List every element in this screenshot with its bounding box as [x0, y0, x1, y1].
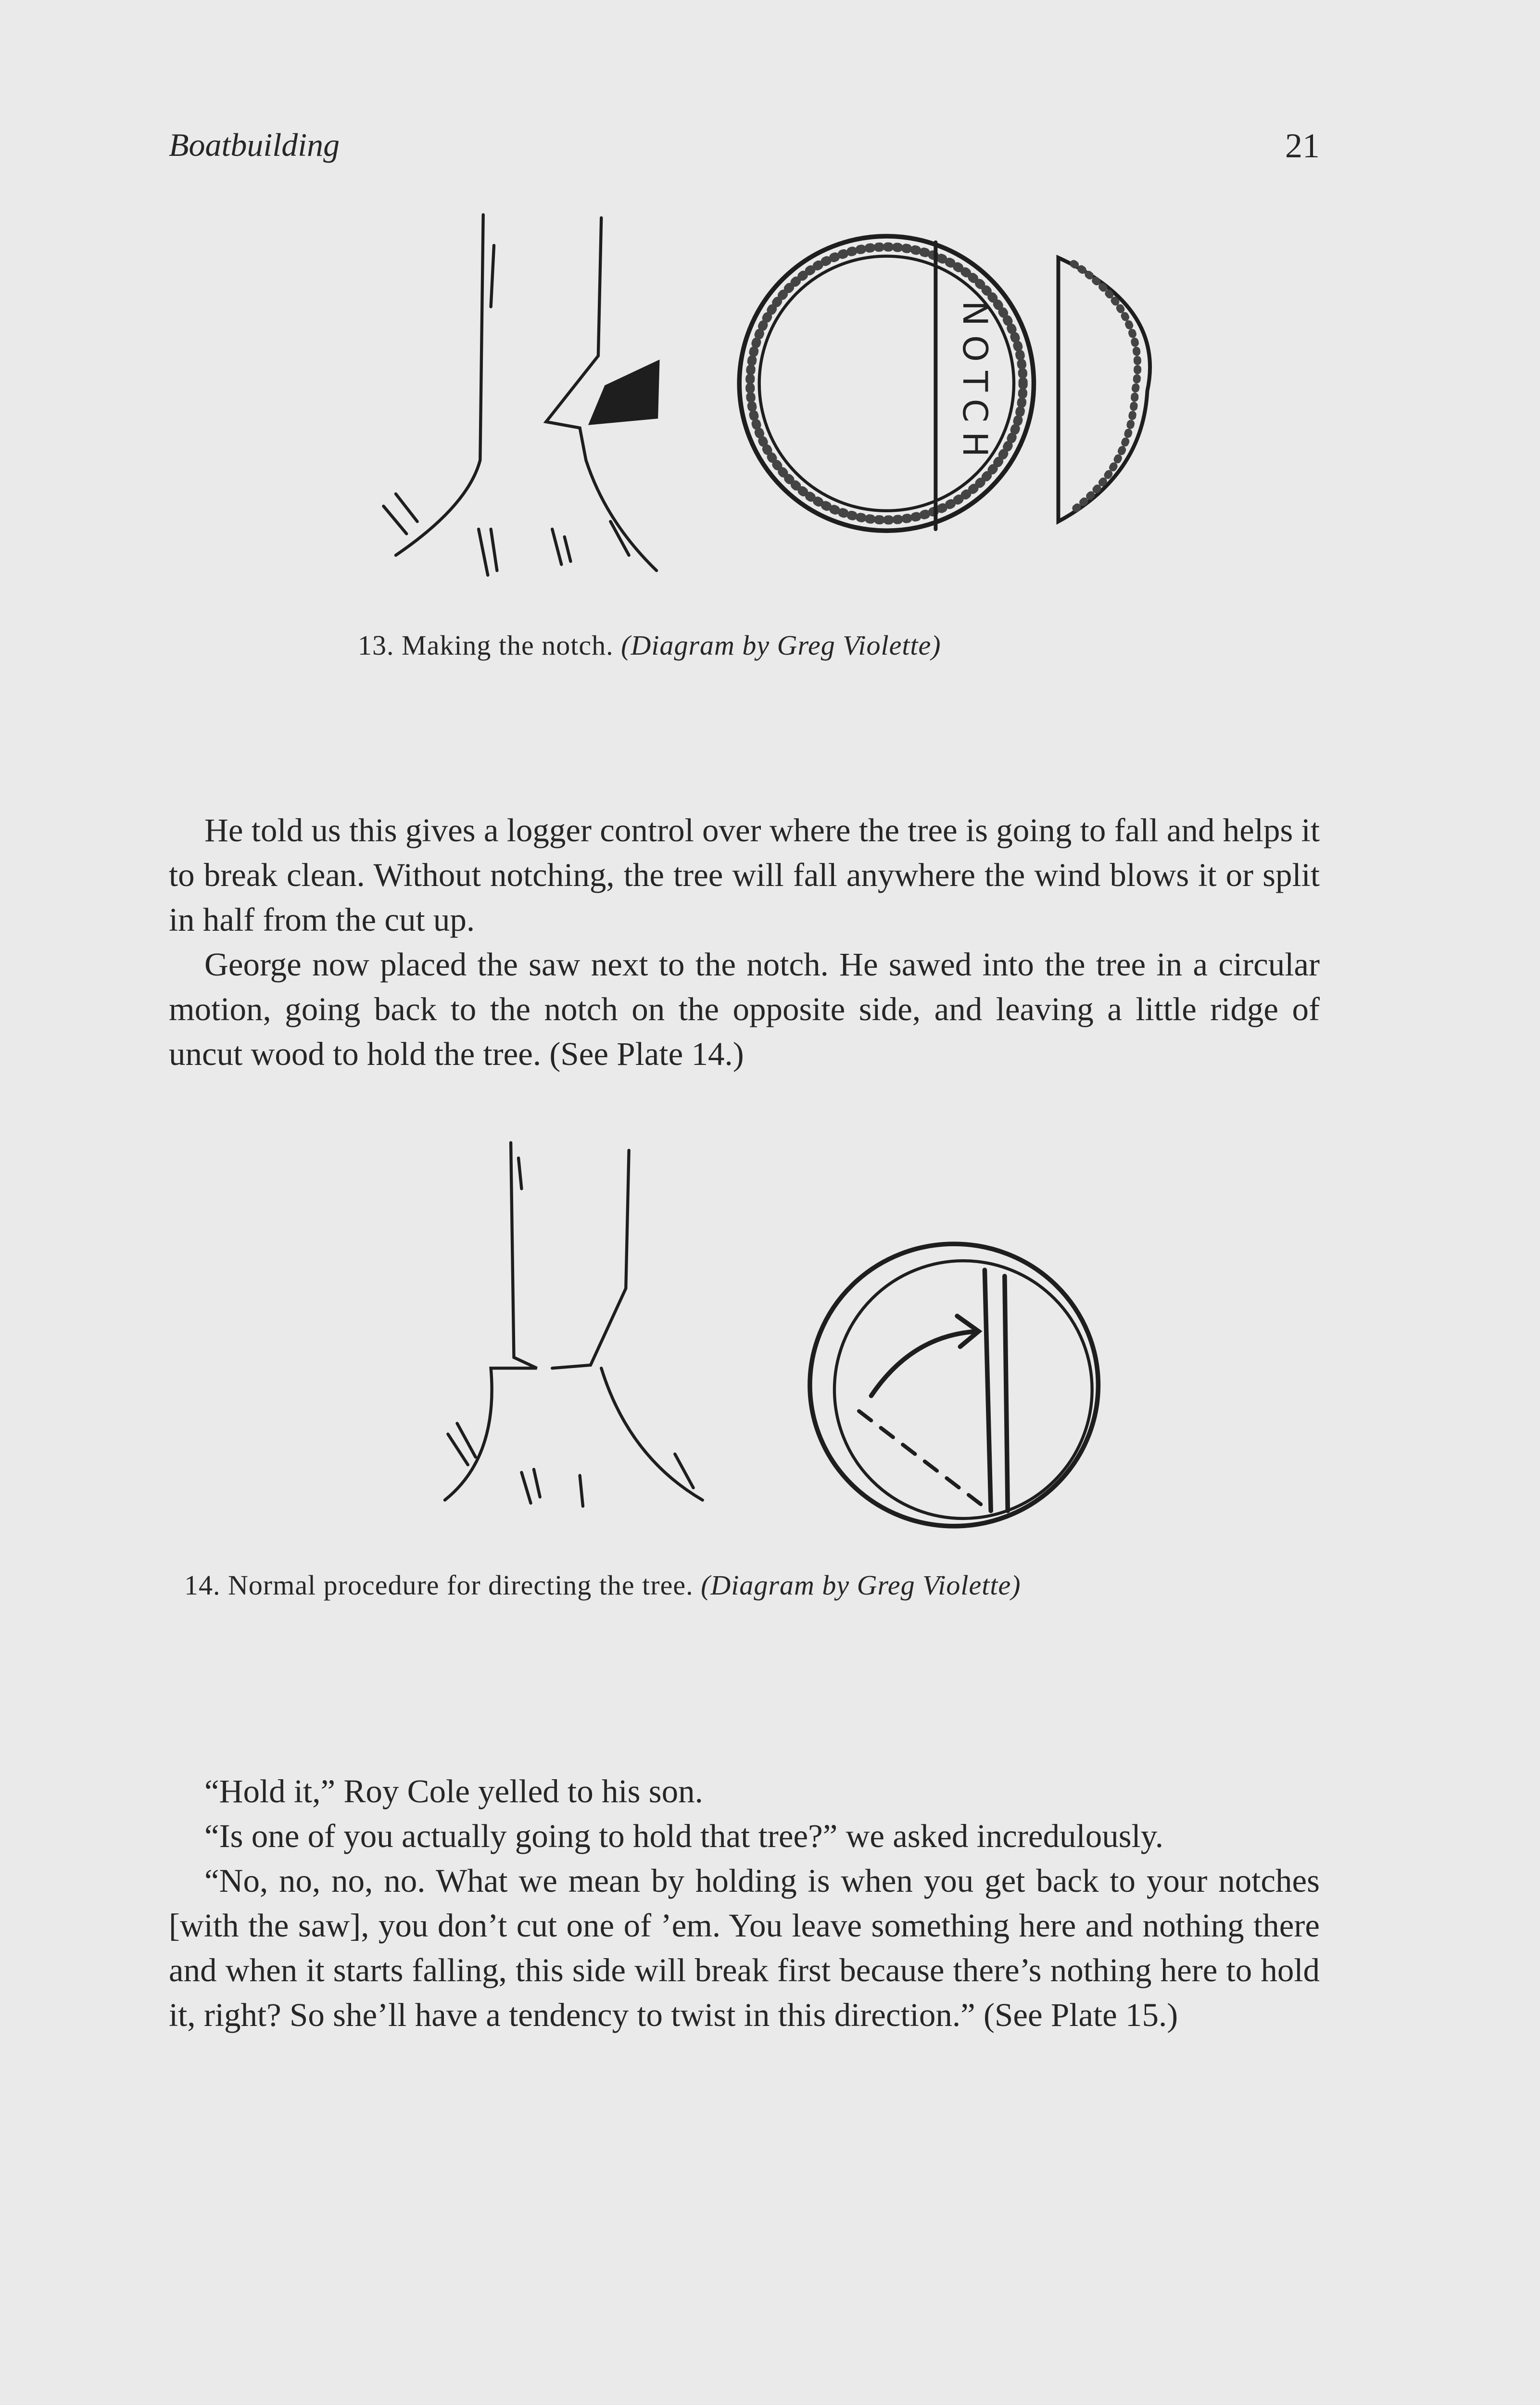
paragraph: “No, no, no, no. What we mean by holding is when you get back to your notches [with the saw], you don’t cut one of ’em. You leave something here and nothing there and when it starts falling, this side will break first because there’s nothing here to hold it, right? So she’ll have a tendency to twist in this direction.” (See Plate 15.) — [169, 1862, 1320, 2033]
running-head: Boatbuilding — [169, 127, 340, 163]
caption-credit: (Diagram by Greg Violette) — [701, 1570, 1021, 1601]
caption-credit: (Diagram by Greg Violette) — [621, 630, 941, 661]
paragraph: “Is one of you actually going to hold that tree?” we asked incredulously. — [204, 1818, 1163, 1854]
caption-text: 14. Normal procedure for directing the tree. — [184, 1570, 694, 1601]
figure-13-notch-wedge — [1058, 258, 1150, 521]
figure-14-caption — [184, 1569, 1021, 1601]
notch-label: NOTCH — [955, 301, 995, 467]
page-number: 21 — [1285, 127, 1320, 165]
caption-text: 13. Making the notch. — [358, 630, 614, 661]
figure-14-stump-cross-section — [810, 1244, 1098, 1526]
figure-14-tree-cut-drawing — [445, 1143, 703, 1506]
figure-13-tree-notch-drawing — [383, 215, 658, 575]
body-text-upper — [169, 808, 1320, 1076]
paragraph: He told us this gives a logger control over where the tree is going to fall and helps it to break clean. Without notching, the tree will fall anywhere the wind blows it or split in half from the cut up. — [169, 812, 1320, 938]
figure-13-caption — [358, 629, 941, 661]
body-text-lower — [169, 1769, 1320, 2038]
paragraph: George now placed the saw next to the notch. He sawed into the tree in a circular motion, going back to the notch on the opposite side, and leaving a little ridge of uncut wood to hold the tree. (See Plate 14.) — [169, 946, 1320, 1072]
paragraph: “Hold it,” Roy Cole yelled to his son. — [204, 1773, 703, 1810]
